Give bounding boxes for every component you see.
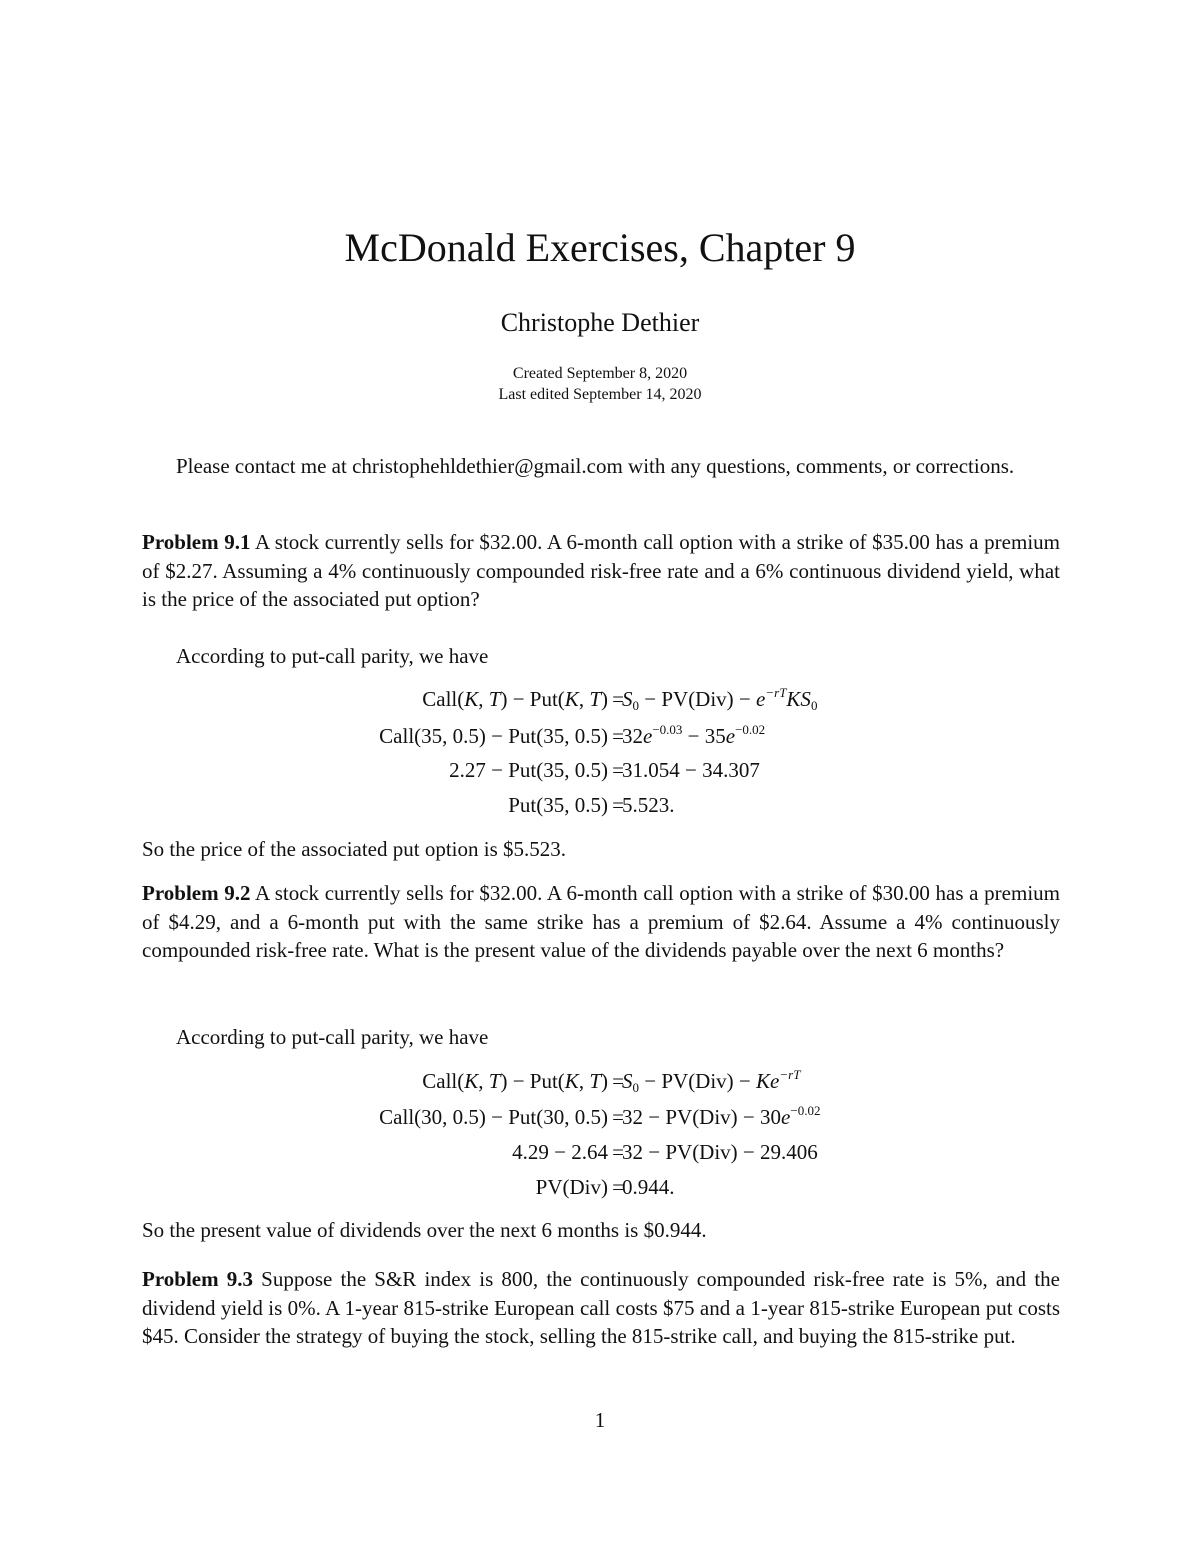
equation-rhs: 5.523. [622, 793, 675, 817]
equation-rhs: $S_0 - PV(Div) - Ke^{-rT}$ [622, 1067, 801, 1095]
equation-9-2-line-4 [0, 1172, 1200, 1202]
equation-rhs: 0.944. [622, 1175, 675, 1199]
equation-rhs: $32 - PV(Div) - 30e^{-0.02}$ [622, 1103, 821, 1129]
equation-lhs: Call(30, 0.5) − Put(30, 0.5) [379, 1105, 608, 1129]
problem-9-2 [142, 879, 1060, 965]
equals-sign: = [612, 724, 624, 748]
equals-sign: = [612, 1140, 624, 1164]
equals-sign: = [612, 1105, 624, 1129]
equation-9-2-line-3 [0, 1137, 1200, 1167]
equals-sign: = [612, 793, 624, 817]
equation-lhs: PV(Div) [535, 1175, 608, 1199]
equation-9-1-line-2 [0, 721, 1200, 751]
problem-text: A stock currently sells for $32.00. A 6-month call option with a strike of $35.00 has a premium of $2.27. Assuming a 4% continuously compounded risk-free rate and a 6% continuous dividend yield, what is the price of the associated put option? [142, 530, 1060, 612]
page-number: 1 [594, 1408, 606, 1432]
equals-sign: = [612, 687, 624, 711]
equation-rhs: $S_0 - PV(Div) - e^{-rT}KS_0$ [622, 685, 818, 713]
problem-text: Suppose the S&R index is 800, the continuously compounded risk-free rate is 5%, and the dividend yield is 0%. A 1-year 815-strike European call costs $75 and a 1-year 815-strike European put costs $45. Consider the strategy of buying the stock, selling the 815-strike call, and buying the 815-strike put. [142, 1267, 1060, 1349]
problem-9-2-conclusion: So the present value of dividends over the next 6 months is $0.944. [142, 1218, 707, 1242]
equation-9-1-line-4 [0, 790, 1200, 820]
author-name: Christophe Dethier [500, 308, 700, 337]
problem-label: Problem 9.2 [142, 881, 251, 905]
equation-9-2-line-1 [0, 1066, 1200, 1096]
equation-lhs: 4.29 − 2.64 [512, 1140, 608, 1164]
document-title: McDonald Exercises, Chapter 9 [344, 225, 856, 270]
problem-9-2-lead: According to put-call parity, we have [176, 1025, 489, 1049]
equation-lhs: Put(35, 0.5) [508, 793, 608, 817]
equation-lhs: Call(K, T) − Put(K, T) [422, 687, 608, 711]
problem-text: A stock currently sells for $32.00. A 6-month call option with a strike of $30.00 has a premium of $4.29, and a 6-month put with the same strike has a premium of $2.64. Assume a 4% continuously compounded risk-free rate. What is the present value of the dividends payable over the next 6 months? [142, 881, 1060, 963]
equation-lhs: Call(K, T) − Put(K, T) [422, 1069, 608, 1093]
problem-9-3 [142, 1265, 1060, 1351]
equals-sign: = [612, 758, 624, 782]
equation-9-1-line-3 [0, 755, 1200, 785]
equation-rhs: 31.054 − 34.307 [622, 758, 760, 782]
problem-label: Problem 9.3 [142, 1267, 253, 1291]
problem-9-1-conclusion: So the price of the associated put option is $5.523. [142, 837, 567, 861]
equals-sign: = [612, 1175, 624, 1199]
contact-paragraph: Please contact me at christophehldethier@gmail.com with any questions, comments, or corrections. [176, 454, 1015, 478]
equation-9-1-line-1 [0, 684, 1200, 714]
equation-rhs: $32e^{-0.03} - 35e^{-0.02}$ [622, 722, 766, 748]
equation-lhs: Call(35, 0.5) − Put(35, 0.5) [379, 724, 608, 748]
problem-label: Problem 9.1 [142, 530, 251, 554]
problem-9-1 [142, 528, 1060, 614]
created-date: Created September 8, 2020 [512, 365, 688, 382]
problem-9-1-lead: According to put-call parity, we have [176, 644, 489, 668]
equals-sign: = [612, 1069, 624, 1093]
equation-9-2-line-2 [0, 1102, 1200, 1132]
equation-rhs: 32 − PV(Div) − 29.406 [622, 1140, 818, 1164]
equation-lhs: 2.27 − Put(35, 0.5) [449, 758, 608, 782]
edited-date: Last edited September 14, 2020 [498, 386, 702, 403]
